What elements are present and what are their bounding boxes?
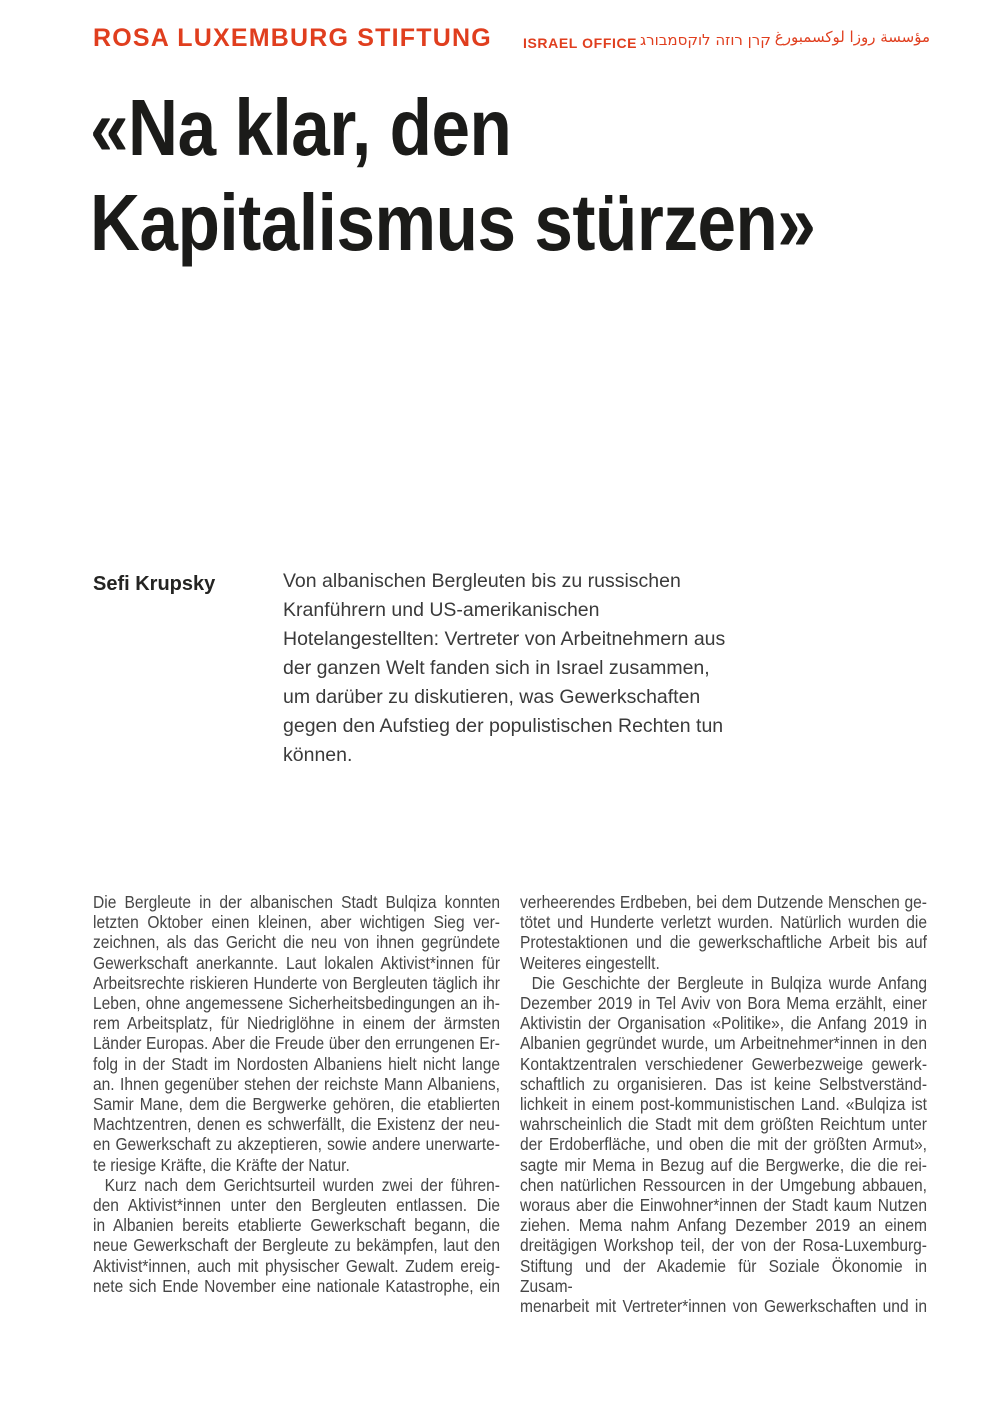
- body-line: Protestaktionen und die gewerkschaftliche Arbeit bis auf: [520, 932, 927, 953]
- body-line: ziehen. Mema nahm Anfang Dezember 2019 an einem: [520, 1215, 927, 1236]
- body-line: den Aktivist*innen unter den Bergleuten entlassen. Die: [93, 1195, 500, 1216]
- text-line: Kranführern und US-amerikanischen: [283, 599, 600, 621]
- body-line: verheerendes Erdbeben, bei dem Dutzende Menschen ge-: [520, 892, 927, 912]
- body-paragraph: [93, 1175, 500, 1296]
- text-line: können.: [283, 744, 353, 766]
- body-line: rem Arbeitsplatz, für Niedriglöhne in einem der ärmsten: [93, 1013, 500, 1034]
- body-line: sagte mir Mema in Bezug auf die Bergwerke, die die rei-: [520, 1154, 927, 1175]
- body-line: Die Bergleute in der albanischen Stadt Bulqiza konnten: [93, 892, 500, 912]
- body-line: Die Geschichte der Bergleute in Bulqiza wurde Anfang: [531, 972, 927, 993]
- byline-author: Sefi Krupsky: [93, 573, 216, 595]
- body-line: letzten Oktober einen kleinen, aber wichtigen Sieg ver-: [93, 912, 500, 933]
- body-line: lichkeit in einem post-kommunistischen Land. «Bulqiza ist: [520, 1094, 927, 1115]
- body-line: Aktivist*innen, auch mit physischer Gewalt. Zudem ereig-: [93, 1255, 500, 1276]
- text-line: gegen den Aufstieg der populistischen Rechten tun: [283, 715, 724, 737]
- body-line: folg in der Stadt im Nordosten Albaniens hielt nicht lange: [93, 1053, 500, 1074]
- body-line: Gewerkschaft anerkannte. Laut lokalen Aktivist*innen für: [93, 952, 500, 973]
- body-line: Albanien gegründet wurde, um Arbeitnehmer*innen in den: [520, 1033, 927, 1054]
- body-line: woraus aber die Einwohner*innen der Stadt kaum Nutzen: [520, 1195, 927, 1216]
- body-line: Machtzentren, denen es schwerfällt, die Existenz der neu-: [93, 1114, 500, 1135]
- body-line: in Albanien bereits etablierte Gewerkschaft begann, die: [93, 1215, 500, 1236]
- body-line: neue Gewerkschaft der Bergleute zu bekämpfen, laut den: [93, 1235, 500, 1256]
- body-line: Samir Mane, dem die Bergwerke gehören, die etablierten: [93, 1094, 500, 1115]
- body-line: te riesige Kräfte, die Kräfte der Natur.: [93, 1154, 350, 1175]
- text-line: Kapitalismus stürzen»: [90, 178, 816, 267]
- body-line: Aktivistin der Organisation «Politike», die Anfang 2019 in: [520, 1013, 927, 1034]
- body-paragraph: [93, 892, 500, 1175]
- body-line: Weiteres eingestellt.: [520, 952, 660, 973]
- body-line: Leben, ohne angemessene Sicherheitsbedingungen an ih-: [93, 993, 500, 1014]
- body-line: chen natürlichen Ressourcen in der Umgebung abbauen,: [520, 1174, 927, 1195]
- body-line: wahrscheinlich die Stadt mit dem größten Reichtum unter: [520, 1114, 927, 1135]
- body-column-left: [93, 892, 500, 1296]
- body-line: Stiftung und der Akademie für Soziale Ökonomie in Zusam-: [520, 1255, 927, 1296]
- body-line: Länder Europas. Aber die Freude über den errungenen Er-: [93, 1033, 500, 1054]
- body-line: an. Ihnen gegenüber stehen der reichste Mann Albaniens,: [93, 1073, 500, 1094]
- text-line: «Na klar, den: [90, 83, 512, 172]
- body-line: Kurz nach dem Gerichtsurteil wurden zwei der führen-: [104, 1174, 500, 1195]
- text-line: der ganzen Welt fanden sich in Israel zusammen,: [283, 657, 710, 679]
- body-line: Kontaktzentralen verschiedener Gewerbezweige gewerk-: [520, 1053, 927, 1074]
- brand-name-arabic: مؤسسة روزا لوكسمبورغ: [774, 28, 930, 46]
- body-line: en Gewerkschaft zu akzeptieren, sowie andere unerwarte-: [93, 1134, 500, 1155]
- body-line: schaftlich zu organisieren. Das ist keine Selbstverständ-: [520, 1073, 927, 1094]
- masthead: [93, 26, 930, 56]
- text-line: um darüber zu diskutieren, was Gewerkschaften: [283, 686, 701, 708]
- body-line: Arbeitsrechte riskieren Hunderte von Bergleuten täglich ihr: [93, 972, 500, 993]
- body-column-right: [520, 892, 927, 1316]
- text-line: Hotelangestellten: Vertreter von Arbeitnehmern aus: [283, 628, 726, 650]
- lead-paragraph: [283, 567, 783, 770]
- body-line: menarbeit mit Vertreter*innen von Gewerkschaften und in: [520, 1296, 927, 1317]
- body-paragraph: [520, 892, 927, 973]
- body-line: dreitägigen Workshop teil, der von der Rosa-Luxemburg-: [520, 1235, 927, 1256]
- body-paragraph: [520, 973, 927, 1316]
- body-line: zeichnen, als das Gericht die neu von ihnen gegründete: [93, 932, 500, 953]
- body-line: Dezember 2019 in Tel Aviv von Bora Mema erzählt, einer: [520, 993, 927, 1014]
- brand-name-hebrew: קרן רוזה לוקסמבורג: [640, 31, 771, 49]
- body-line: nete sich Ende November eine nationale Katastrophe, ein: [93, 1275, 500, 1296]
- article-title: [90, 80, 929, 270]
- body-line: tötet und Hunderte verletzt wurden. Natürlich wurden die: [520, 912, 927, 933]
- text-line: Von albanischen Bergleuten bis zu russischen: [283, 570, 681, 592]
- office-label: ISRAEL OFFICE: [523, 35, 638, 51]
- brand-wordmark: ROSA LUXEMBURG STIFTUNG: [93, 24, 492, 52]
- body-line: der Erdoberfläche, und oben die mit der größten Armut»,: [520, 1134, 927, 1155]
